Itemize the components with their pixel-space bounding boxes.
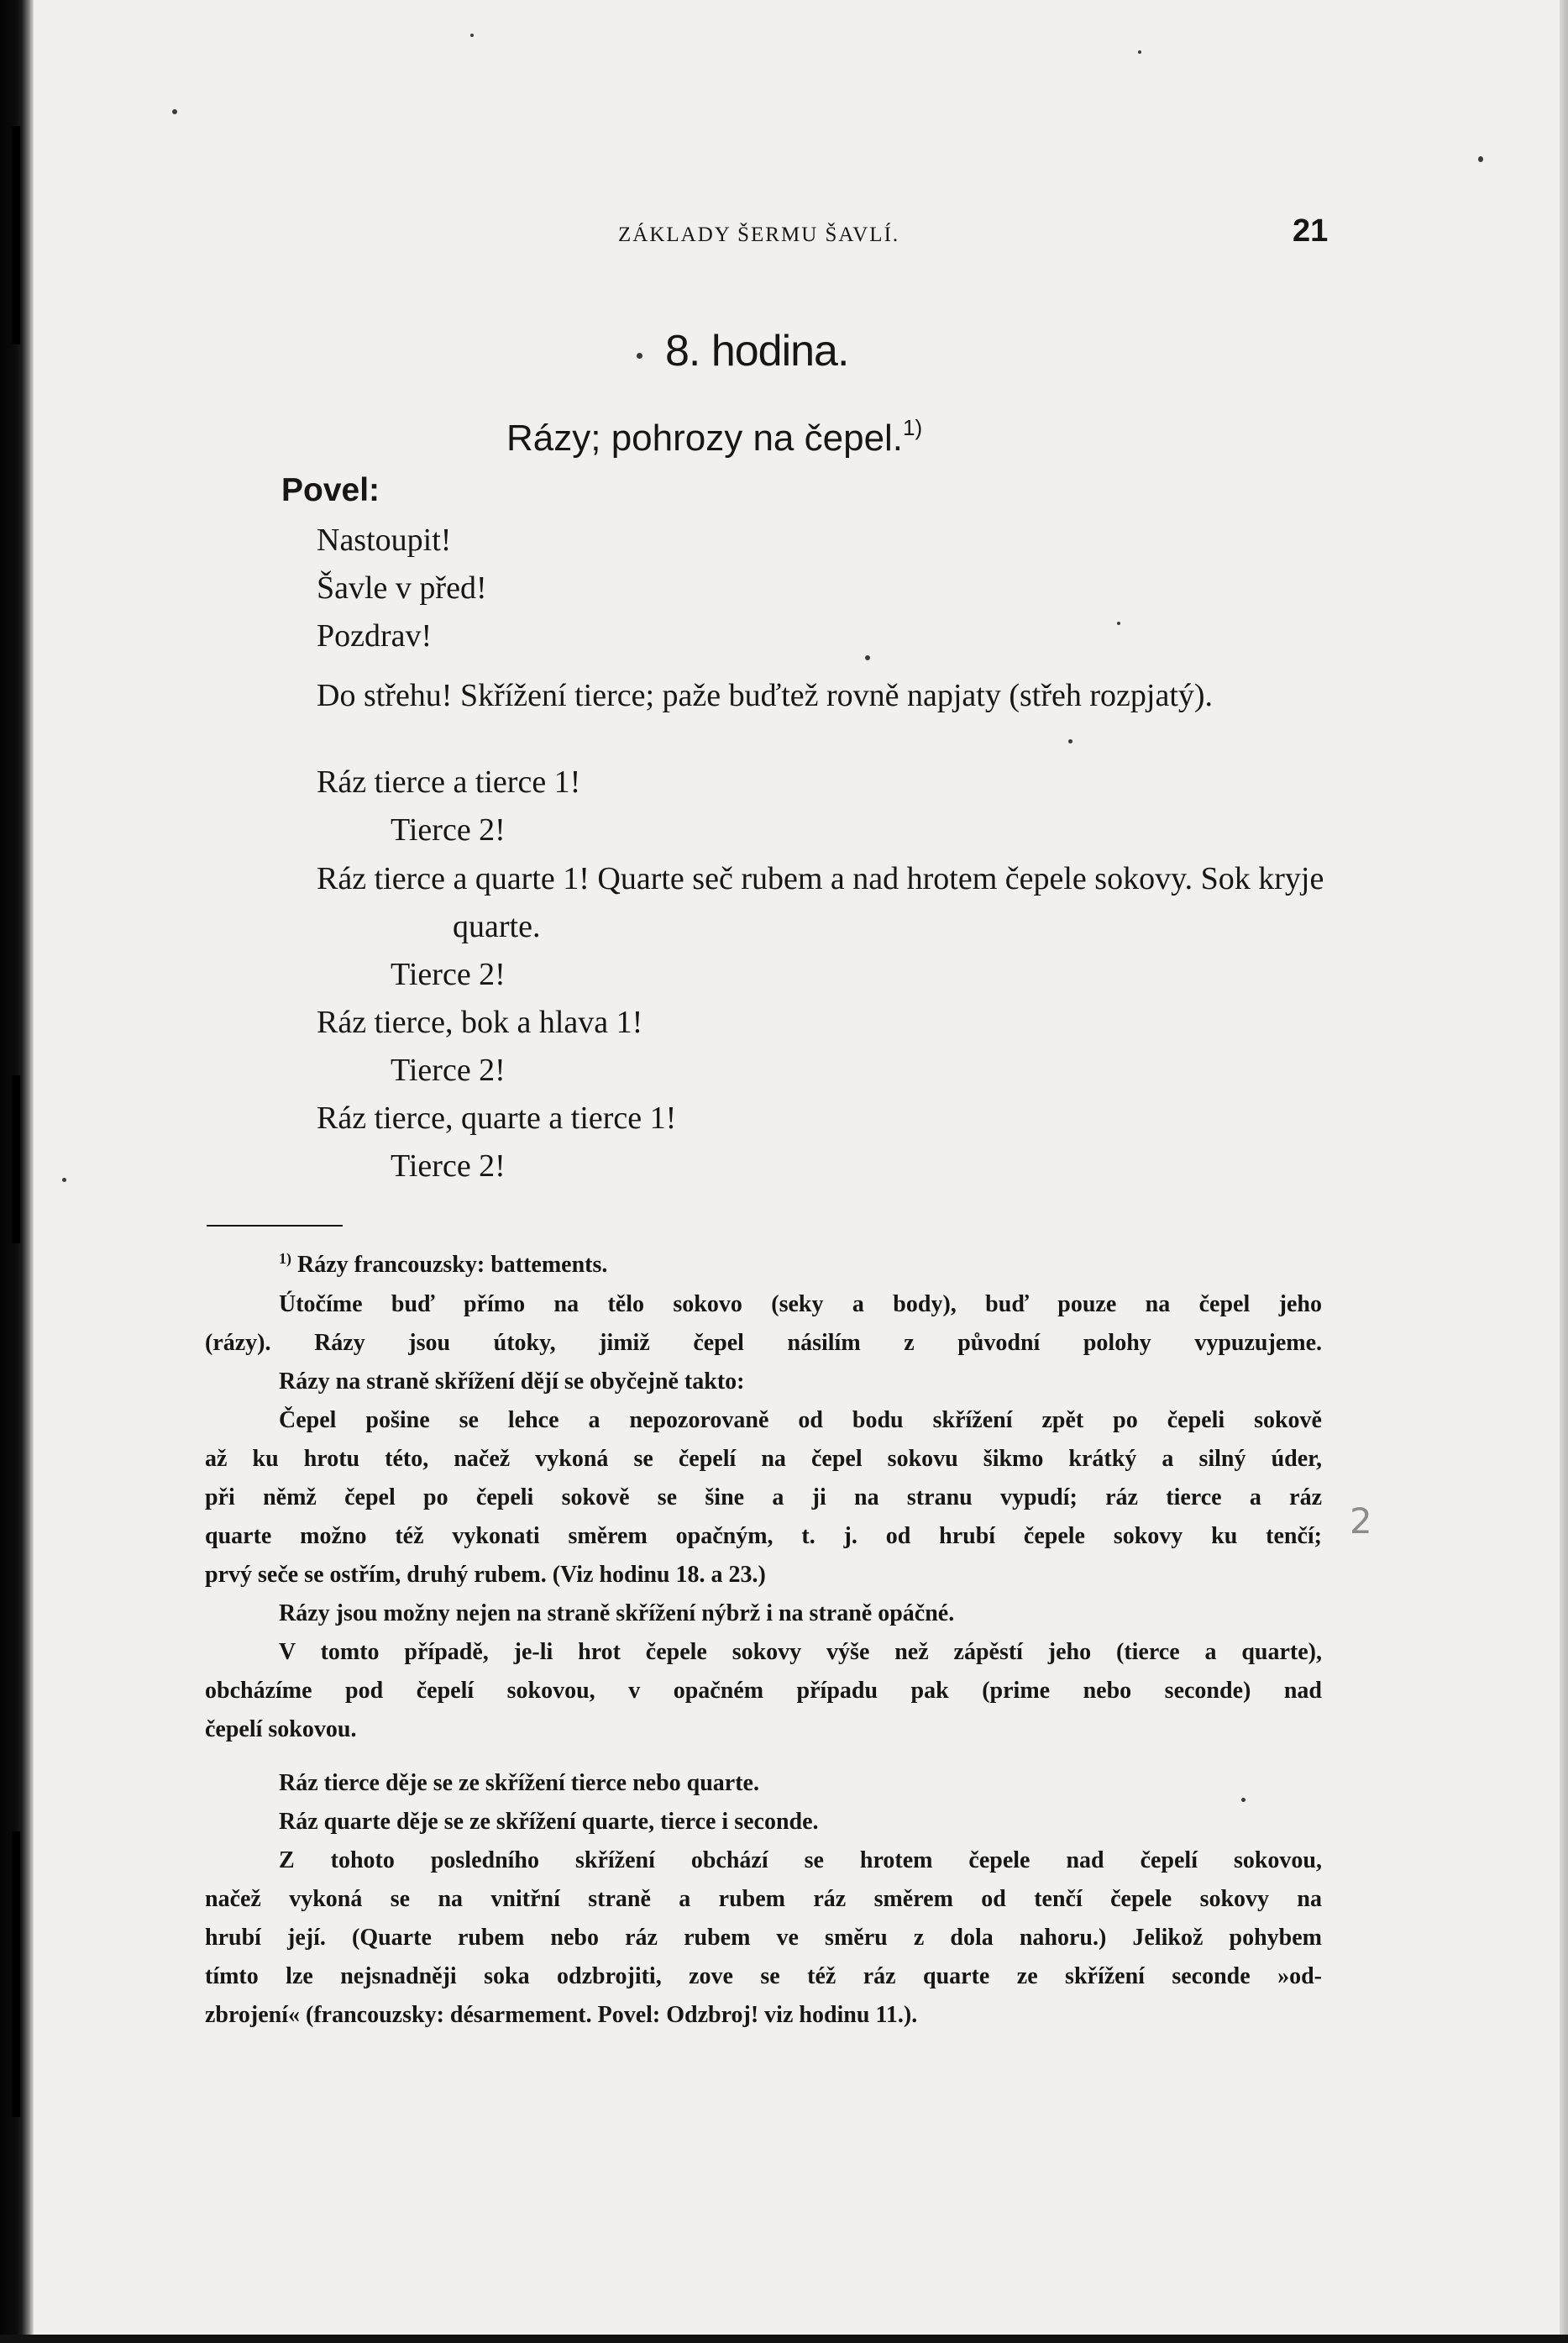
command-line: Tierce 2!: [391, 957, 506, 992]
scan-speck: [1138, 50, 1141, 54]
lesson-subtitle: [506, 415, 923, 460]
running-head: ZÁKLADY ŠERMU ŠAVLÍ.: [618, 223, 900, 246]
footnote-line: při němž čepel po čepeli sokově se šine a ji na stranu vypudí; ráz tierce a ráz: [205, 1484, 1322, 1510]
footnote-line: Ráz quarte děje se ze skřížení quarte, tierce i seconde.: [279, 1809, 819, 1835]
page-edge-right: [1560, 0, 1568, 2343]
footnote-line: (rázy). Rázy jsou útoky, jimiž čepel násilím z původní polohy vypuzujeme.: [205, 1330, 1322, 1356]
scan-speck: [1478, 156, 1483, 162]
footnote-line: prvý seče se ostřím, druhý rubem. (Viz hodinu 18. a 23.): [205, 1562, 766, 1588]
scan-speck: [865, 655, 870, 660]
footnote-line: Útočíme buď přímo na tělo sokovo (seky a body), buď pouze na čepel jeho: [279, 1291, 1322, 1317]
command-line: Ráz tierce a quarte 1! Quarte seč rubem a nad hrotem čepele sokovy. Sok kryje quarte.: [317, 861, 1324, 944]
command-line: Ráz tierce a tierce 1!: [317, 764, 581, 800]
command-line: Ráz tierce, bok a hlava 1!: [317, 1005, 643, 1040]
page-header: [205, 213, 1330, 262]
command-line: Do střehu! Skřížení tierce; paže buďtež rovně napjaty (střeh rozpjatý).: [317, 678, 1214, 713]
command-line: Šavle v před!: [317, 570, 487, 606]
footnote-line: [205, 1246, 1322, 1284]
command-line: Tierce 2!: [391, 1148, 506, 1184]
command-line: Ráz tierce, quarte a tierce 1!: [317, 1101, 677, 1136]
footnote-line: hrubí její. (Quarte rubem nebo ráz rubem ve směru z dola nahoru.) Jelikož pohybem: [205, 1925, 1322, 1951]
footnote-marker: 1): [903, 415, 923, 440]
command-line: Pozdrav!: [317, 618, 433, 654]
footnote-marker: 1): [279, 1250, 291, 1267]
footnote-line: čepelí sokovou.: [205, 1716, 357, 1742]
footnote-line: zbrojení« (francouzsky: désarmement. Povel: Odzbroj! viz hodinu 11.).: [205, 2002, 918, 2028]
footnote-text: Rázy francouzsky: battements.: [297, 1252, 608, 1278]
page-edge-bottom: [0, 2335, 1568, 2343]
footnote-line: Rázy jsou možny nejen na straně skřížení nýbrž i na straně opáčné.: [279, 1600, 955, 1626]
command-line: Nastoupit!: [317, 523, 452, 558]
scan-speck: [637, 353, 642, 359]
subtitle-text: Rázy; pohrozy na čepel.: [506, 418, 904, 459]
command-line: Tierce 2!: [391, 812, 506, 848]
command-line: Tierce 2!: [391, 1053, 506, 1088]
scan-speck: [1117, 622, 1120, 625]
footnote-rule: [207, 1225, 343, 1227]
footnote-line: Ráz tierce děje se ze skřížení tierce nebo quarte.: [279, 1770, 759, 1796]
page-number: 21: [1293, 213, 1329, 249]
footnote-line: načež vykoná se na vnitřní straně a rubem ráz směrem od tenčí čepele sokovy na: [205, 1886, 1322, 1912]
spine-dark-band: [12, 126, 20, 344]
spine-dark-band: [12, 1831, 20, 2117]
footnote-line: quarte možno též vykonati směrem opačným, t. j. od hrubí čepele sokovy ku tenčí;: [205, 1523, 1322, 1549]
scan-speck: [470, 34, 474, 37]
scan-speck: [1068, 739, 1072, 743]
footnote-line: Z tohoto posledního skřížení obchází se hrotem čepele nad čepelí sokovou,: [279, 1847, 1322, 1873]
lesson-title: 8. hodina.: [665, 327, 849, 376]
scan-speck: [172, 109, 177, 114]
footnote-line: Čepel pošine se lehce a nepozorovaně od bodu skřížení zpět po čepeli sokově: [279, 1407, 1322, 1433]
footnote-line: tímto lze nejsnadněji soka odzbrojiti, zove se též ráz quarte ze skřížení seconde »od-: [205, 1963, 1322, 1989]
scan-speck: [62, 1178, 66, 1182]
footnote-line: Rázy na straně skřížení dějí se obyčejně takto:: [279, 1369, 745, 1395]
spine-dark-band: [12, 1075, 20, 1243]
command-label: Povel:: [281, 472, 380, 508]
footnote-line: V tomto případě, je-li hrot čepele sokovy výše než zápěstí jeho (tierce a quarte),: [279, 1639, 1322, 1665]
footnote-line: obcházíme pod čepelí sokovou, v opačném případu pak (prime nebo seconde) nad: [205, 1678, 1322, 1704]
footnote-line: až ku hrotu této, načež vykoná se čepelí na čepel sokovu šikmo krátký a silný úder,: [205, 1446, 1322, 1472]
margin-pencil-mark: 2: [1350, 1500, 1372, 1542]
